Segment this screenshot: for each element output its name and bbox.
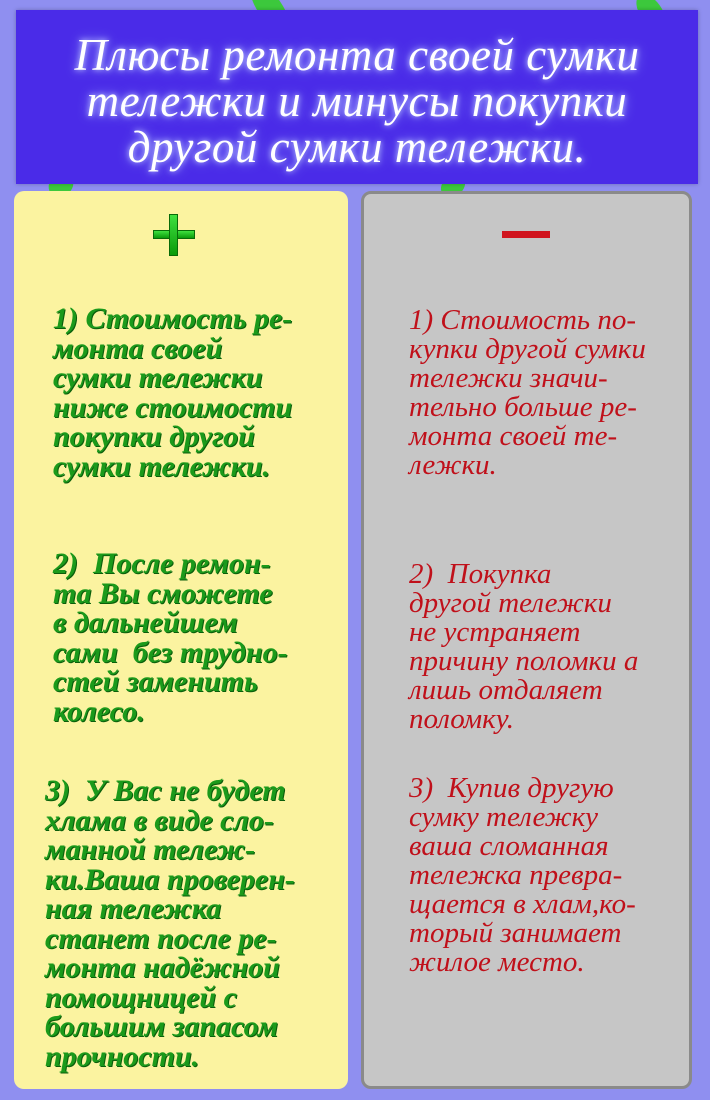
header-banner — [16, 10, 698, 184]
page-title: Плюсы ремонта своей сумки тележки и минусы покупки другой сумки тележки. — [74, 30, 640, 172]
cons-item-3: 3) Купив другую сумку тележку ваша сломанная тележка превра- щается в хлам,ко- торый занимает жилое место. — [409, 772, 636, 978]
plus-icon — [153, 214, 195, 256]
pros-item-2: 2) После ремон- та Вы сможете в дальнейшем сами без трудно- стей заменить колесо. — [53, 547, 288, 728]
cons-item-2: 2) Покупка другой тележки не устраняет причину поломки а лишь отдаляет поломку. — [409, 558, 639, 735]
cons-item-1: 1) Стоимость по- купки другой сумки тележки значи- тельно больше ре- монта своей те- лежки. — [409, 304, 646, 481]
pros-item-3: 3) У Вас не будет хлама в виде сло- манной тележ- ки.Ваша проверен- ная тележка станет после ре- монта надёжной помощницей с большим запасом прочности. — [45, 774, 295, 1073]
minus-icon — [502, 231, 550, 238]
pros-item-1: 1) Стоимость ре- монта своей сумки тележки ниже стоимости покупки другой сумки тележки. — [53, 302, 293, 483]
